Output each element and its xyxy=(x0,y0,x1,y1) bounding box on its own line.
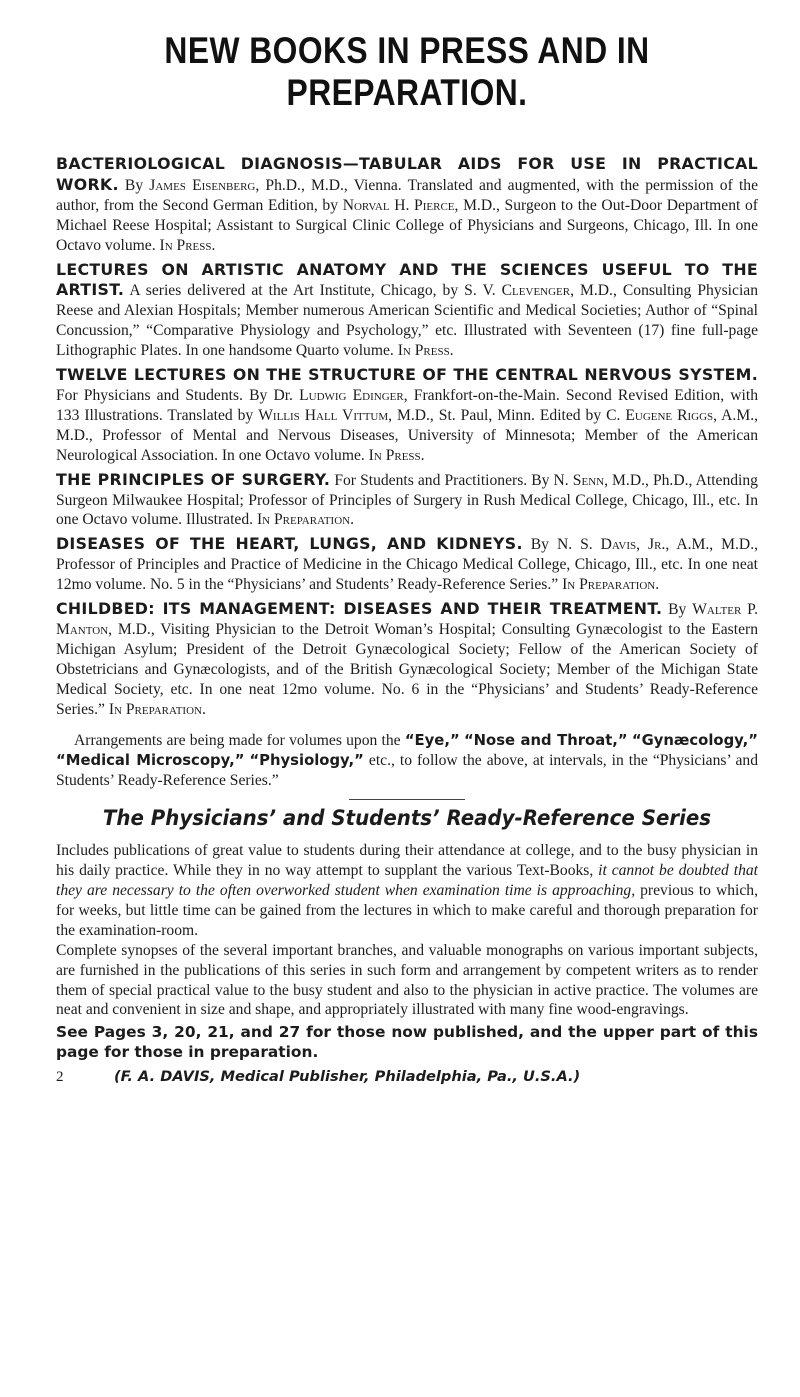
entry-status: In Press. xyxy=(397,342,454,360)
entry-text: , M.D., Consulting Physician Reese and Alexian Hospitals; Member numerous American Scientific and Medical Societies; Author of “Spinal Concussion,” “Comparative Physiology and Psychology,” etc. Illustrated with Seventeen (17) fine full-page Lithographic Plates. In one handsome Quarto volume. xyxy=(56,282,758,360)
series-heading: The Physicians’ and Students’ Ready-Reference Series xyxy=(102,806,712,832)
entry-author: Senn xyxy=(572,471,605,489)
entry-text: By xyxy=(662,601,693,619)
entry-text: , Frankfort-on-the-Main. Second Revised Edition, with 133 Illustrations. Translated by xyxy=(56,386,758,424)
page-title: NEW BOOKS IN PRESS AND IN PREPARATION. xyxy=(164,30,650,113)
entry-status: In Preparation. xyxy=(562,576,660,594)
entry-author: Davis, Jr. xyxy=(600,536,666,554)
planned-topic: “Eye,” xyxy=(404,732,460,750)
planned-topic: “Physiology,” xyxy=(249,752,364,770)
entry-text: , M.D., Visiting Physician to the Detroit Woman’s Hospital; Consulting Gynæcologist to the Eastern Michigan Asylum; President of the Detroit Gynæcological Society; Fellow of the American Society of Obstetricians and Gynæcologists, and of the British Gynæcological Society; Member of the Michigan State Medical Society, etc. In one neat 12mo volume. No. 6 in the “Physicians’ and Students’ Ready-Reference Series.” xyxy=(56,620,758,718)
planned-topic: “Gynæcology,” xyxy=(631,732,759,750)
entry-heading: LECTURES ON ARTISTIC ANATOMY AND THE SCIENCES USEFUL TO THE ARTIST. xyxy=(56,259,758,300)
entry-author: James Eisenberg xyxy=(149,176,256,194)
planned-topic: “Nose and Throat,” xyxy=(463,732,628,750)
entry-translator: Willis Hall Vittum xyxy=(258,406,389,424)
paragraph-text: Includes publications of great value to students during their attendance at college, and to the busy physician in his daily practice. While they in no way attempt to supplant the various Text-Books, xyxy=(56,842,758,880)
arrangements-note xyxy=(56,731,758,791)
entry-text: , Ph.D., M.D., Vienna. Translated and augmented, with the permission of the author, from the Second German Edition, by xyxy=(56,176,758,214)
book-entry-central-nervous-system xyxy=(56,365,758,466)
entry-status: In Preparation. xyxy=(256,511,354,529)
book-entry-bacteriological-diagnosis xyxy=(56,154,758,256)
paragraph-emphasis: it cannot be doubted that they are necessary to the often overworked student when examination time is approaching, xyxy=(56,862,758,899)
entry-text: By N. S. xyxy=(522,536,601,554)
entry-author: S. V. Clevenger xyxy=(464,282,571,300)
paragraph-text: previous to which, for weeks, but little time can be gained from the lectures in which to make careful and thorough preparation for the examination-room. xyxy=(56,882,758,939)
entry-text: By xyxy=(118,176,150,194)
entry-text: , A.M., M.D., Professor of Mental and Nervous Diseases, University of Minnesota; Member of the American Neurological Association. In one Octavo volume. xyxy=(56,406,758,464)
entry-text: For Physicians and Students. By Dr. xyxy=(56,386,300,404)
entry-heading: BACTERIOLOGICAL DIAGNOSIS—TABULAR AIDS FOR USE IN PRACTICAL WORK. xyxy=(56,154,758,194)
entry-author: Walter P. Manton xyxy=(56,601,759,638)
book-entry-principles-of-surgery xyxy=(56,470,758,531)
entry-heading: CHILDBED: ITS MANAGEMENT: DISEASES AND THEIR TREATMENT. xyxy=(56,599,663,619)
see-pages-note: See Pages 3, 20, 21, and 27 for those now published, and the upper part of this page for those in preparation. xyxy=(56,1023,758,1062)
entry-text: , A.M., M.D., Professor of Principles and Practice of Medicine in the Chicago Medical College, Chicago, Ill., etc. In one neat 12mo volume. No. 5 in the “Physicians’ and Students’ Ready-Reference Series.” xyxy=(56,536,758,594)
entry-heading: DISEASES OF THE HEART, LUNGS, AND KIDNEYS. xyxy=(56,534,523,554)
entry-author: Ludwig Edinger xyxy=(299,386,404,404)
entry-text: , M.D., Ph.D., Attending Surgeon Milwaukee Hospital; Professor of Principles of Surgery in Rush Medical College, Chicago, Ill., etc. In one Octavo volume. Illustrated. xyxy=(56,471,758,529)
entry-text: , M.D., St. Paul, Minn. Edited by C. xyxy=(388,406,626,424)
entry-text: A series delivered at the Art Institute, Chicago, by xyxy=(124,282,465,300)
page-number: 2 xyxy=(56,1069,64,1086)
page-footer xyxy=(56,1068,758,1086)
book-entry-artistic-anatomy xyxy=(56,260,758,362)
entry-status: In Press. xyxy=(159,236,216,254)
planned-topic: “Medical Microscopy,” xyxy=(56,752,245,770)
entry-status: In Press. xyxy=(368,446,425,464)
entry-editor: Eugene Riggs xyxy=(625,406,714,424)
arrangements-text: Arrangements are being made for volumes upon the xyxy=(74,732,405,750)
series-paragraph-2: Complete synopses of the several important branches, and valuable monographs on various important subjects, are furnished in the publications of this series in such form and arrangement by competent writers as to render them of special practical value to the busy student and also to the physician in active practice. The volumes are neat and convenient in size and shape, and appropriately illustrated with many fine wood-engravings. xyxy=(56,941,758,1019)
publisher-imprint: (F. A. DAVIS, Medical Publisher, Philadelphia, Pa., U.S.A.) xyxy=(114,1068,581,1086)
section-divider xyxy=(349,799,465,800)
arrangements-text: etc., to follow the above, at intervals, in the “Physicians’ and Students’ Ready-Reference Series.” xyxy=(56,752,758,790)
book-entry-heart-lungs-kidneys xyxy=(56,534,758,595)
entry-heading: THE PRINCIPLES OF SURGERY. xyxy=(56,469,331,489)
entry-status: In Preparation. xyxy=(108,700,206,718)
entry-heading: TWELVE LECTURES ON THE STRUCTURE OF THE CENTRAL NERVOUS SYSTEM. xyxy=(56,365,758,385)
entry-text: For Students and Practitioners. By N. xyxy=(330,471,573,489)
entry-text: , M.D., Surgeon to the Out-Door Department of Michael Reese Hospital; Assistant to Surgical Clinic College of Physicians and Surgeons, Chicago, Ill. In one Octavo volume. xyxy=(56,196,759,254)
book-entry-childbed xyxy=(56,599,758,719)
entry-translator: Norval H. Pierce xyxy=(342,196,455,214)
series-paragraph-1 xyxy=(56,841,758,941)
